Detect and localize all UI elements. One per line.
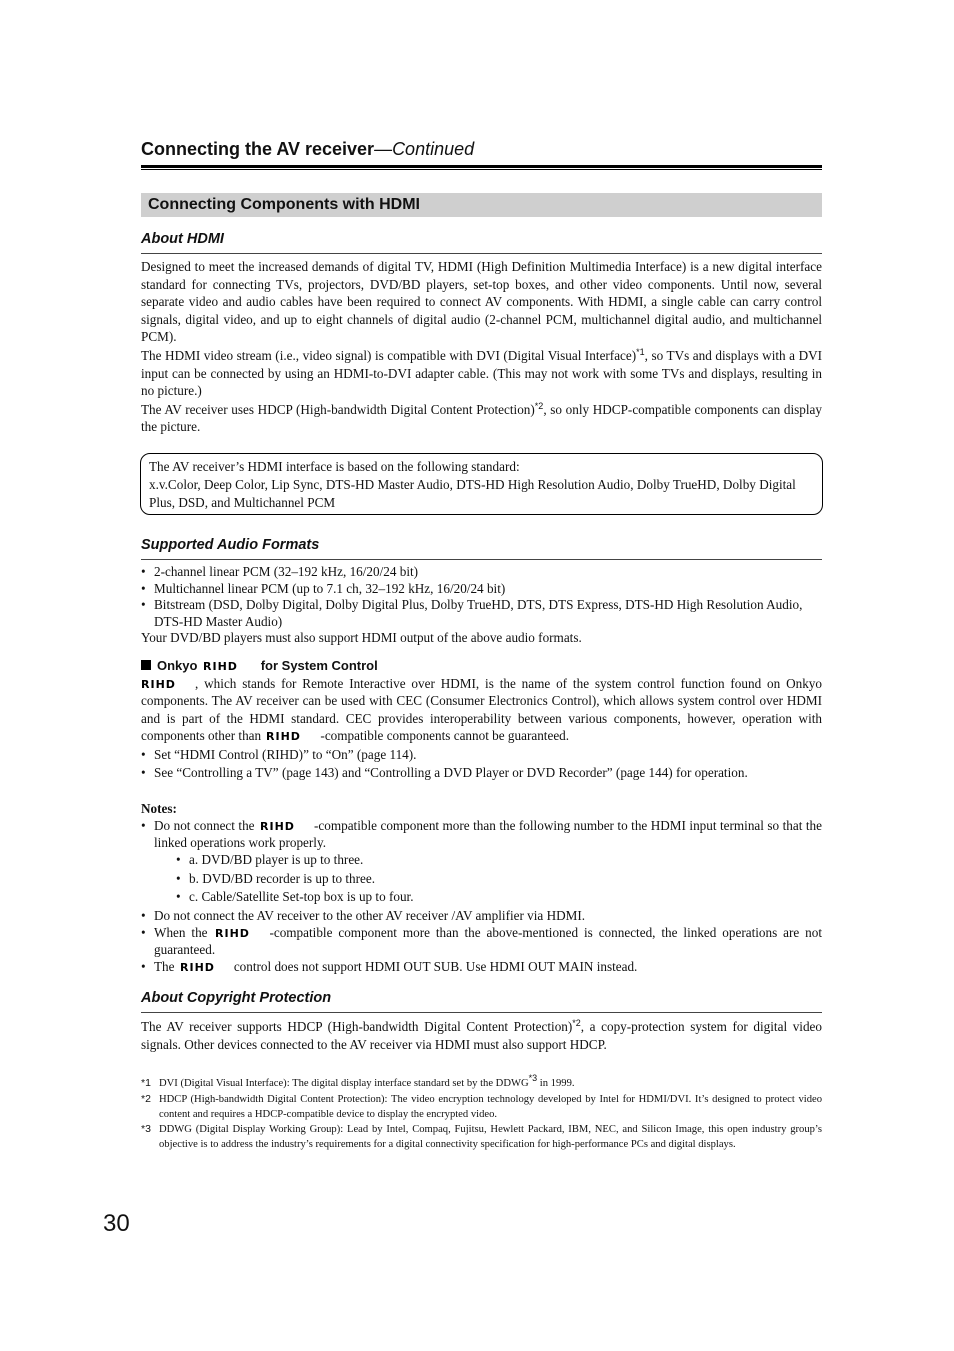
header-title: Connecting the AV receiver	[141, 139, 375, 159]
notes-list	[141, 817, 822, 975]
onkyo-heading-b: for System Control	[260, 658, 378, 673]
footnote-ref: *2	[534, 400, 544, 411]
about-hdmi-p3a: The AV receiver uses HDCP (High-bandwidth Digital Content Protection)	[141, 401, 535, 417]
copyright-rule	[141, 1012, 822, 1013]
rihd-logo-text: RIHD	[215, 926, 251, 938]
footnote-text-a: DVI (Digital Visual Interface): The digital display interface standard set by the DDWG	[159, 1078, 529, 1089]
rihd-logo-icon	[203, 660, 255, 671]
about-hdmi-p1: Designed to meet the increased demands of digital TV, HDMI (High Definition Multimedia Interface) is a new digital interface standard for connecting TVs, projectors, DVD/BD players, set-top boxes, and other video components. Until now, several separate video and audio cables have been required to connect AV components. With HDMI, a single cable can carry control signals, digital video, and up to eight channels of digital audio (2-channel PCM, multichannel digital audio, and multichannel PCM).	[141, 259, 822, 345]
onkyo-heading-a: Onkyo	[157, 658, 198, 673]
rihd-logo-text: RIHD	[266, 730, 302, 742]
list-item	[141, 817, 822, 907]
note1a: Do not connect the	[154, 818, 255, 833]
audio-formats-list	[141, 564, 822, 630]
onkyo-p1b: -compatible components cannot be guaranteed.	[320, 728, 570, 744]
header-rule	[141, 165, 822, 168]
section-title: Connecting Components with HDMI	[148, 196, 420, 213]
list-item: • Multichannel linear PCM (up to 7.1 ch, 32–192 kHz, 16/20/24 bit)	[141, 581, 822, 598]
rihd-logo-icon	[266, 730, 318, 741]
copyright-heading: About Copyright Protection	[141, 990, 332, 1006]
list-item: • Do not connect the AV receiver to the other AV receiver /AV amplifier via HDMI.	[141, 907, 822, 924]
list-item	[141, 924, 822, 958]
footnote-text: HDCP (High-bandwidth Digital Content Protection): The video encryption technology developed by Intel for HDMI/DVI. It’s designed to protect video content and requires a HDCP-compatible device to display the encrypted video.	[159, 1094, 822, 1120]
audio-formats-rule	[141, 559, 822, 560]
list-item	[141, 958, 822, 975]
onkyo-p1a: , which stands for Remote Interactive over HDMI, is the name of the system control function found on Onkyo components. The AV receiver can be used with CEC (Consumer Electronics Control), which allows system control over HDMI and is part of the HDMI standard. CEC provides interoperability between various components, however, operation with components other than	[141, 675, 822, 744]
page-header	[141, 139, 822, 160]
footnote-mark: *3	[141, 1123, 151, 1135]
page-number: 30	[103, 1210, 130, 1237]
footnote-text: DDWG (Digital Display Working Group): Lead by Intel, Compaq, Fujitsu, Hewlett Packard, IBM, NEC, and Silicon Image, this open industry group’s objective is to address the industry’s requirements for a digital connectivity specification for high-performance PCs and digital displays.	[159, 1124, 822, 1150]
square-bullet-icon	[141, 660, 151, 670]
note4b: control does not support HDMI OUT SUB. Use HDMI OUT MAIN instead.	[233, 958, 638, 974]
footnote-mark: *2	[141, 1093, 151, 1105]
about-hdmi-p3	[141, 401, 822, 436]
rihd-logo-icon	[141, 678, 193, 689]
about-hdmi-body	[141, 258, 822, 437]
onkyo-heading	[141, 657, 822, 675]
note4a: The	[154, 958, 175, 974]
list-item: • Set “HDMI Control (RIHD)” to “On” (page 114).	[141, 746, 822, 764]
about-hdmi-p2b: , so TVs and displays with a DVI input can be connected by using an HDMI-to-DVI adapter cable. (This may not work with some TVs and displays, resulting in no picture.)	[141, 347, 823, 399]
onkyo-section	[141, 657, 822, 781]
list-item: • See “Controlling a TV” (page 143) and “Controlling a DVD Player or DVD Recorder” (page 144) for operation.	[141, 764, 822, 782]
standard-box	[140, 453, 823, 515]
note1b: -compatible component more than the following number to the HDMI input terminal so that the linked operations work properly.	[154, 818, 822, 850]
copyright-p	[141, 1018, 822, 1053]
rihd-logo-text: RIHD	[203, 660, 238, 671]
list-item: • a. DVD/BD player is up to three.	[176, 851, 822, 870]
footnote-1	[141, 1073, 822, 1091]
copyright-pa: The AV receiver supports HDCP (High-bandwidth Digital Content Protection)	[141, 1019, 573, 1034]
note3a: When the	[154, 924, 208, 940]
rihd-logo-icon	[180, 961, 232, 972]
list-item: • b. DVD/BD recorder is up to three.	[176, 870, 822, 889]
copyright-pb: , a copy-protection system for digital video signals. Other devices connected to the AV receiver via HDMI must also support HDCP.	[141, 1019, 822, 1052]
about-hdmi-rule	[141, 253, 822, 254]
onkyo-list	[141, 746, 822, 781]
notes-sub-list	[154, 851, 822, 907]
footnote-3	[141, 1122, 822, 1152]
rihd-logo-icon	[260, 820, 312, 831]
list-item: • 2-channel linear PCM (32–192 kHz, 16/20/24 bit)	[141, 564, 822, 581]
list-item: • c. Cable/Satellite Set-top box is up to four.	[176, 888, 822, 907]
audio-formats-body	[141, 564, 822, 648]
header-continued: —Continued	[374, 139, 475, 159]
notes-heading: Notes:	[141, 801, 177, 816]
standard-box-line2: x.v.Color, Deep Color, Lip Sync, DTS-HD Master Audio, DTS-HD High Resolution Audio, Dolby TrueHD, Dolby Digital Plus, DSD, and Multichannel PCM	[149, 477, 796, 510]
about-hdmi-p3b: , so only HDCP-compatible components can display the picture.	[141, 401, 822, 435]
standard-box-line1: The AV receiver’s HDMI interface is based on the following standard:	[149, 459, 520, 474]
rihd-logo-text: RIHD	[179, 960, 215, 972]
footnote-text	[159, 1073, 822, 1091]
note3b: -compatible component more than the above-mentioned is connected, the linked operations are not guaranteed.	[154, 924, 822, 957]
copyright-body	[141, 1018, 822, 1054]
notes-section	[141, 800, 822, 975]
footnote-text-b: in 1999.	[537, 1078, 575, 1089]
about-hdmi-p2a: The HDMI video stream (i.e., video signal) is compatible with DVI (Digital Visual Interface)	[141, 347, 637, 363]
about-hdmi-p2	[141, 347, 822, 400]
section-bar	[141, 193, 822, 217]
onkyo-p1	[141, 675, 822, 745]
footnote-ref: *2	[572, 1018, 581, 1028]
footnote-mark: *1	[141, 1077, 151, 1089]
rihd-logo-text: RIHD	[260, 820, 295, 831]
footnote-ref: *1	[636, 346, 645, 357]
footnote-2	[141, 1092, 822, 1122]
audio-formats-heading: Supported Audio Formats	[141, 537, 320, 553]
rihd-logo-icon	[215, 927, 267, 938]
about-hdmi-heading: About HDMI	[141, 231, 224, 247]
audio-formats-note: Your DVD/BD players must also support HDMI output of the above audio formats.	[141, 630, 582, 645]
list-item: • Bitstream (DSD, Dolby Digital, Dolby Digital Plus, Dolby TrueHD, DTS, DTS Express, DTS-HD High Resolution Audio, DTS-HD Master Audio)	[141, 597, 822, 630]
rihd-logo-text: RIHD	[141, 677, 176, 689]
footnote-ref: *3	[528, 1073, 538, 1083]
header-rule-thin	[141, 169, 822, 170]
